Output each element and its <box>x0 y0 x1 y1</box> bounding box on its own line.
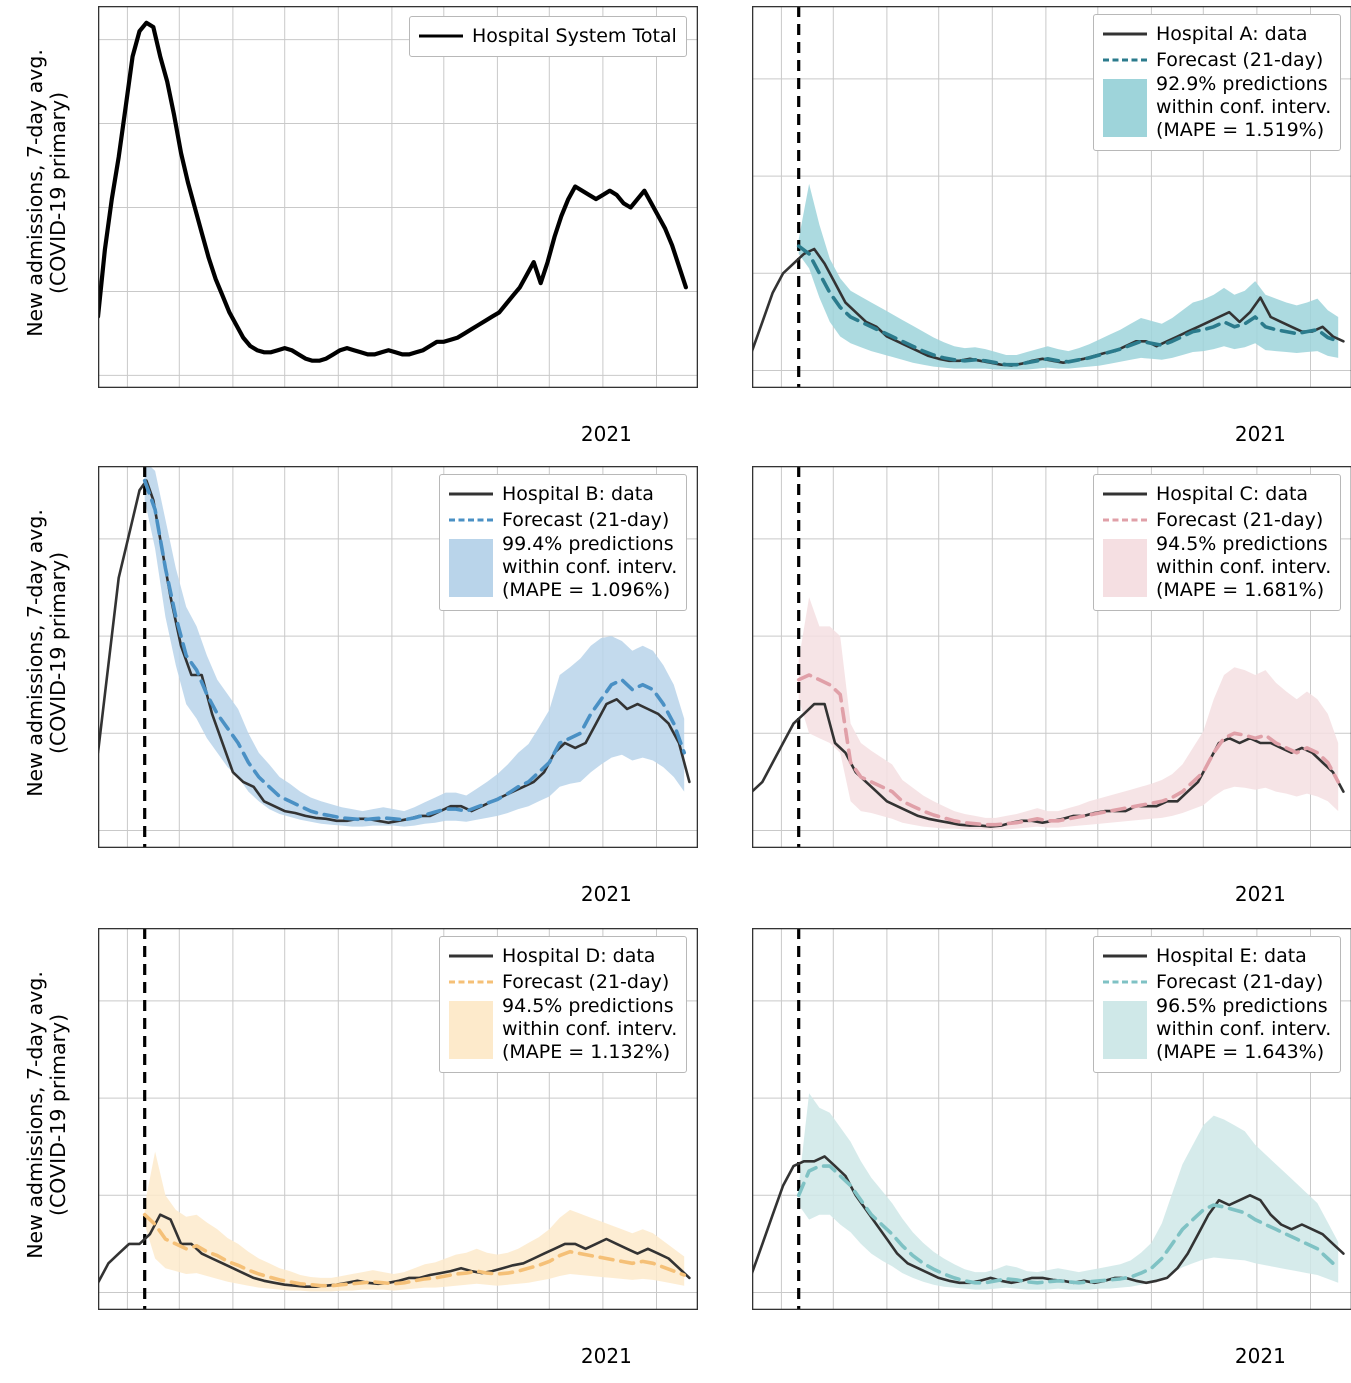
panel-total <box>98 6 698 446</box>
legend-stat-block <box>1156 73 1331 143</box>
legend-stat-line: (MAPE = 1.643%) <box>1156 1041 1325 1064</box>
legend-hospital-a[interactable] <box>1093 14 1341 151</box>
legend-stat-line: within conf. interv. <box>1156 556 1332 579</box>
legend-hospital-d[interactable] <box>439 936 687 1073</box>
panel-hospital-d <box>98 928 698 1368</box>
legend-line-key-icon <box>449 946 493 966</box>
legend-line-key-icon <box>1103 946 1147 966</box>
legend-line-key-icon <box>449 484 493 504</box>
x-axis-year-label: 2021 <box>580 882 632 906</box>
legend-stat-line: within conf. interv. <box>1156 96 1332 119</box>
legend-band-key-icon <box>1103 75 1147 141</box>
y-axis-label-line1: New admissions, 7-day avg. <box>23 49 48 337</box>
legend-entry <box>1103 47 1331 73</box>
legend-hospital-c[interactable] <box>1093 474 1341 611</box>
legend-label: Hospital D: data <box>502 945 656 967</box>
legend-dashed-line-key-icon <box>1103 50 1147 70</box>
y-axis-label <box>24 13 70 373</box>
legend-entry <box>449 969 677 995</box>
y-axis-label-line2: (COVID-19 primary) <box>46 1013 70 1217</box>
legend-stat-line: 96.5% predictions <box>1156 995 1328 1017</box>
legend-stat-line: (MAPE = 1.132%) <box>502 1041 671 1064</box>
x-axis-year-label: 2021 <box>1234 422 1286 446</box>
panel-hospital-b <box>98 466 698 906</box>
legend-band-key-icon <box>1103 535 1147 601</box>
y-axis-label <box>24 473 70 833</box>
x-axis-year-label: 2021 <box>1234 1344 1286 1368</box>
legend-dashed-line-key-icon <box>1103 510 1147 530</box>
legend-line-key-icon <box>1103 24 1147 44</box>
panel-hospital-a <box>752 6 1351 446</box>
legend-stat-block <box>502 995 677 1065</box>
legend-band-key-icon <box>449 997 493 1063</box>
plot-area-total <box>98 6 698 388</box>
legend-stat-line: 94.5% predictions <box>1156 533 1328 555</box>
legend-stat-line: 94.5% predictions <box>502 995 674 1017</box>
legend-stat-line: 92.9% predictions <box>1156 73 1328 95</box>
y-axis-label <box>24 935 70 1295</box>
y-axis-label-line2: (COVID-19 primary) <box>46 91 70 295</box>
y-axis-label-line1: New admissions, 7-day avg. <box>23 509 48 797</box>
legend-entry <box>1103 73 1331 143</box>
legend-entry <box>449 481 677 507</box>
legend-dashed-line-key-icon <box>449 510 493 530</box>
legend-entry <box>1103 21 1331 47</box>
legend-stat-line: (MAPE = 1.519%) <box>1156 119 1325 142</box>
legend-entry <box>1103 533 1331 603</box>
legend-hospital-b[interactable] <box>439 474 687 611</box>
legend-label: Hospital A: data <box>1156 23 1308 45</box>
x-axis-year-label: 2021 <box>1234 882 1286 906</box>
legend-label: Hospital C: data <box>1156 483 1309 505</box>
legend-label: Forecast (21-day) <box>1156 971 1324 993</box>
legend-entry <box>1103 943 1331 969</box>
legend-entry <box>449 533 677 603</box>
legend-entry <box>1103 995 1331 1065</box>
legend-label: Forecast (21-day) <box>502 509 670 531</box>
legend-stat-line: within conf. interv. <box>1156 1018 1332 1041</box>
legend-band-key-icon <box>449 535 493 601</box>
legend-entry <box>1103 481 1331 507</box>
x-axis-year-label: 2021 <box>580 1344 632 1368</box>
legend-line-key-icon <box>419 26 463 46</box>
legend-label: Hospital System Total <box>472 25 677 47</box>
y-axis-label-line1: New admissions, 7-day avg. <box>23 971 48 1259</box>
panel-hospital-e <box>752 928 1351 1368</box>
legend-stat-line: (MAPE = 1.096%) <box>502 579 671 602</box>
legend-entry <box>449 507 677 533</box>
legend-stat-line: 99.4% predictions <box>502 533 674 555</box>
y-axis-label-line2: (COVID-19 primary) <box>46 551 70 755</box>
legend-label: Forecast (21-day) <box>502 971 670 993</box>
legend-label: Forecast (21-day) <box>1156 49 1324 71</box>
legend-label: Forecast (21-day) <box>1156 509 1324 531</box>
legend-band-key-icon <box>1103 997 1147 1063</box>
legend-stat-line: within conf. interv. <box>502 1018 678 1041</box>
legend-entry <box>449 943 677 969</box>
legend-dashed-line-key-icon <box>1103 972 1147 992</box>
legend-stat-line: within conf. interv. <box>502 556 678 579</box>
legend-stat-block <box>1156 533 1331 603</box>
legend-total[interactable] <box>409 16 687 57</box>
legend-hospital-e[interactable] <box>1093 936 1341 1073</box>
legend-stat-block <box>1156 995 1331 1065</box>
legend-stat-block <box>502 533 677 603</box>
legend-label: Hospital E: data <box>1156 945 1307 967</box>
legend-entry <box>1103 969 1331 995</box>
legend-stat-line: (MAPE = 1.681%) <box>1156 579 1325 602</box>
x-axis-year-label: 2021 <box>580 422 632 446</box>
legend-entry <box>419 23 677 49</box>
legend-entry <box>1103 507 1331 533</box>
panel-hospital-c <box>752 466 1351 906</box>
legend-dashed-line-key-icon <box>449 972 493 992</box>
legend-line-key-icon <box>1103 484 1147 504</box>
legend-label: Hospital B: data <box>502 483 654 505</box>
legend-entry <box>449 995 677 1065</box>
